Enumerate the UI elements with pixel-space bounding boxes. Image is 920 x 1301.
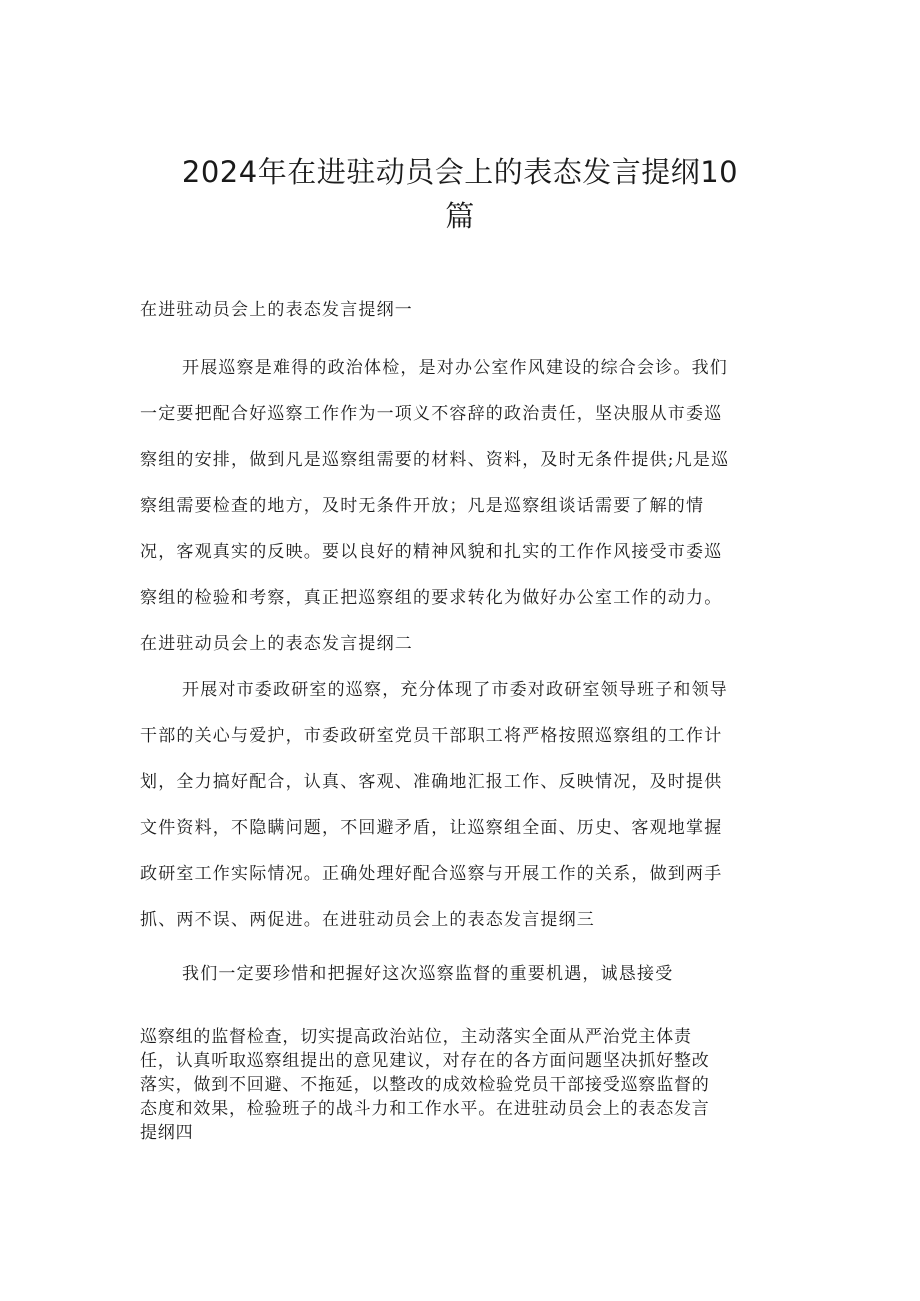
document-title — [120, 150, 800, 238]
paragraph-line: 干部的关心与爱护，市委政研室党员干部职工将严格按照巡察组的工作计 — [140, 726, 723, 746]
title-line: 篇 — [445, 199, 475, 233]
paragraph-line: 抓、两不误、两促进。在进驻动员会上的表态发言提纲三 — [140, 910, 595, 930]
paragraph-line: 察组的安排，做到凡是巡察组需要的材料、资料，及时无条件提供;凡是巡 — [140, 450, 730, 470]
paragraph-line: 察组的检验和考察，真正把巡察组的要求转化为做好办公室工作的动力。 — [140, 588, 723, 608]
paragraph-1 — [140, 354, 790, 630]
title-line: 2024年在进驻动员会上的表态发言提纲10 — [181, 155, 739, 189]
paragraph-4 — [140, 1025, 790, 1145]
document-body — [140, 296, 790, 1006]
section-heading-1: 在进驻动员会上的表态发言提纲一 — [140, 300, 413, 320]
paragraph-2 — [140, 676, 790, 952]
paragraph-line: 文件资料，不隐瞒问题，不回避矛盾，让巡察组全面、历史、客观地掌握 — [140, 818, 723, 838]
paragraph-line: 落实，做到不回避、不拖延，以整改的成效检验党员干部接受巡察监督的 — [140, 1075, 710, 1095]
paragraph-line: 巡察组的监督检查，切实提高政治站位，主动落实全面从严治党主体责 — [140, 1027, 692, 1047]
paragraph-line: 一定要把配合好巡察工作作为一项义不容辞的政治责任，坚决服从市委巡 — [140, 404, 723, 424]
paragraph-line: 开展巡察是难得的政治体检，是对办公室作风建设的综合会诊。我们 — [182, 358, 728, 378]
paragraph-3 — [140, 960, 790, 1006]
paragraph-line: 态度和效果，检验班子的战斗力和工作水平。在进驻动员会上的表态发言 — [140, 1099, 710, 1119]
section-heading-2: 在进驻动员会上的表态发言提纲二 — [140, 634, 413, 654]
paragraph-line: 政研室工作实际情况。正确处理好配合巡察与开展工作的关系，做到两手 — [140, 864, 723, 884]
paragraph-line: 提纲四 — [140, 1123, 194, 1143]
paragraph-line: 我们一定要珍惜和把握好这次巡察监督的重要机遇，诚恳接受 — [182, 964, 674, 984]
paragraph-line: 察组需要检查的地方，及时无条件开放；凡是巡察组谈话需要了解的情 — [140, 496, 705, 516]
paragraph-line: 况，客观真实的反映。要以良好的精神风貌和扎实的工作作风接受市委巡 — [140, 542, 723, 562]
paragraph-line: 划，全力搞好配合，认真、客观、准确地汇报工作、反映情况，及时提供 — [140, 772, 723, 792]
paragraph-line: 开展对市委政研室的巡察，充分体现了市委对政研室领导班子和领导 — [182, 680, 728, 700]
paragraph-line: 任，认真听取巡察组提出的意见建议，对存在的各方面问题坚决抓好整改 — [140, 1051, 710, 1071]
